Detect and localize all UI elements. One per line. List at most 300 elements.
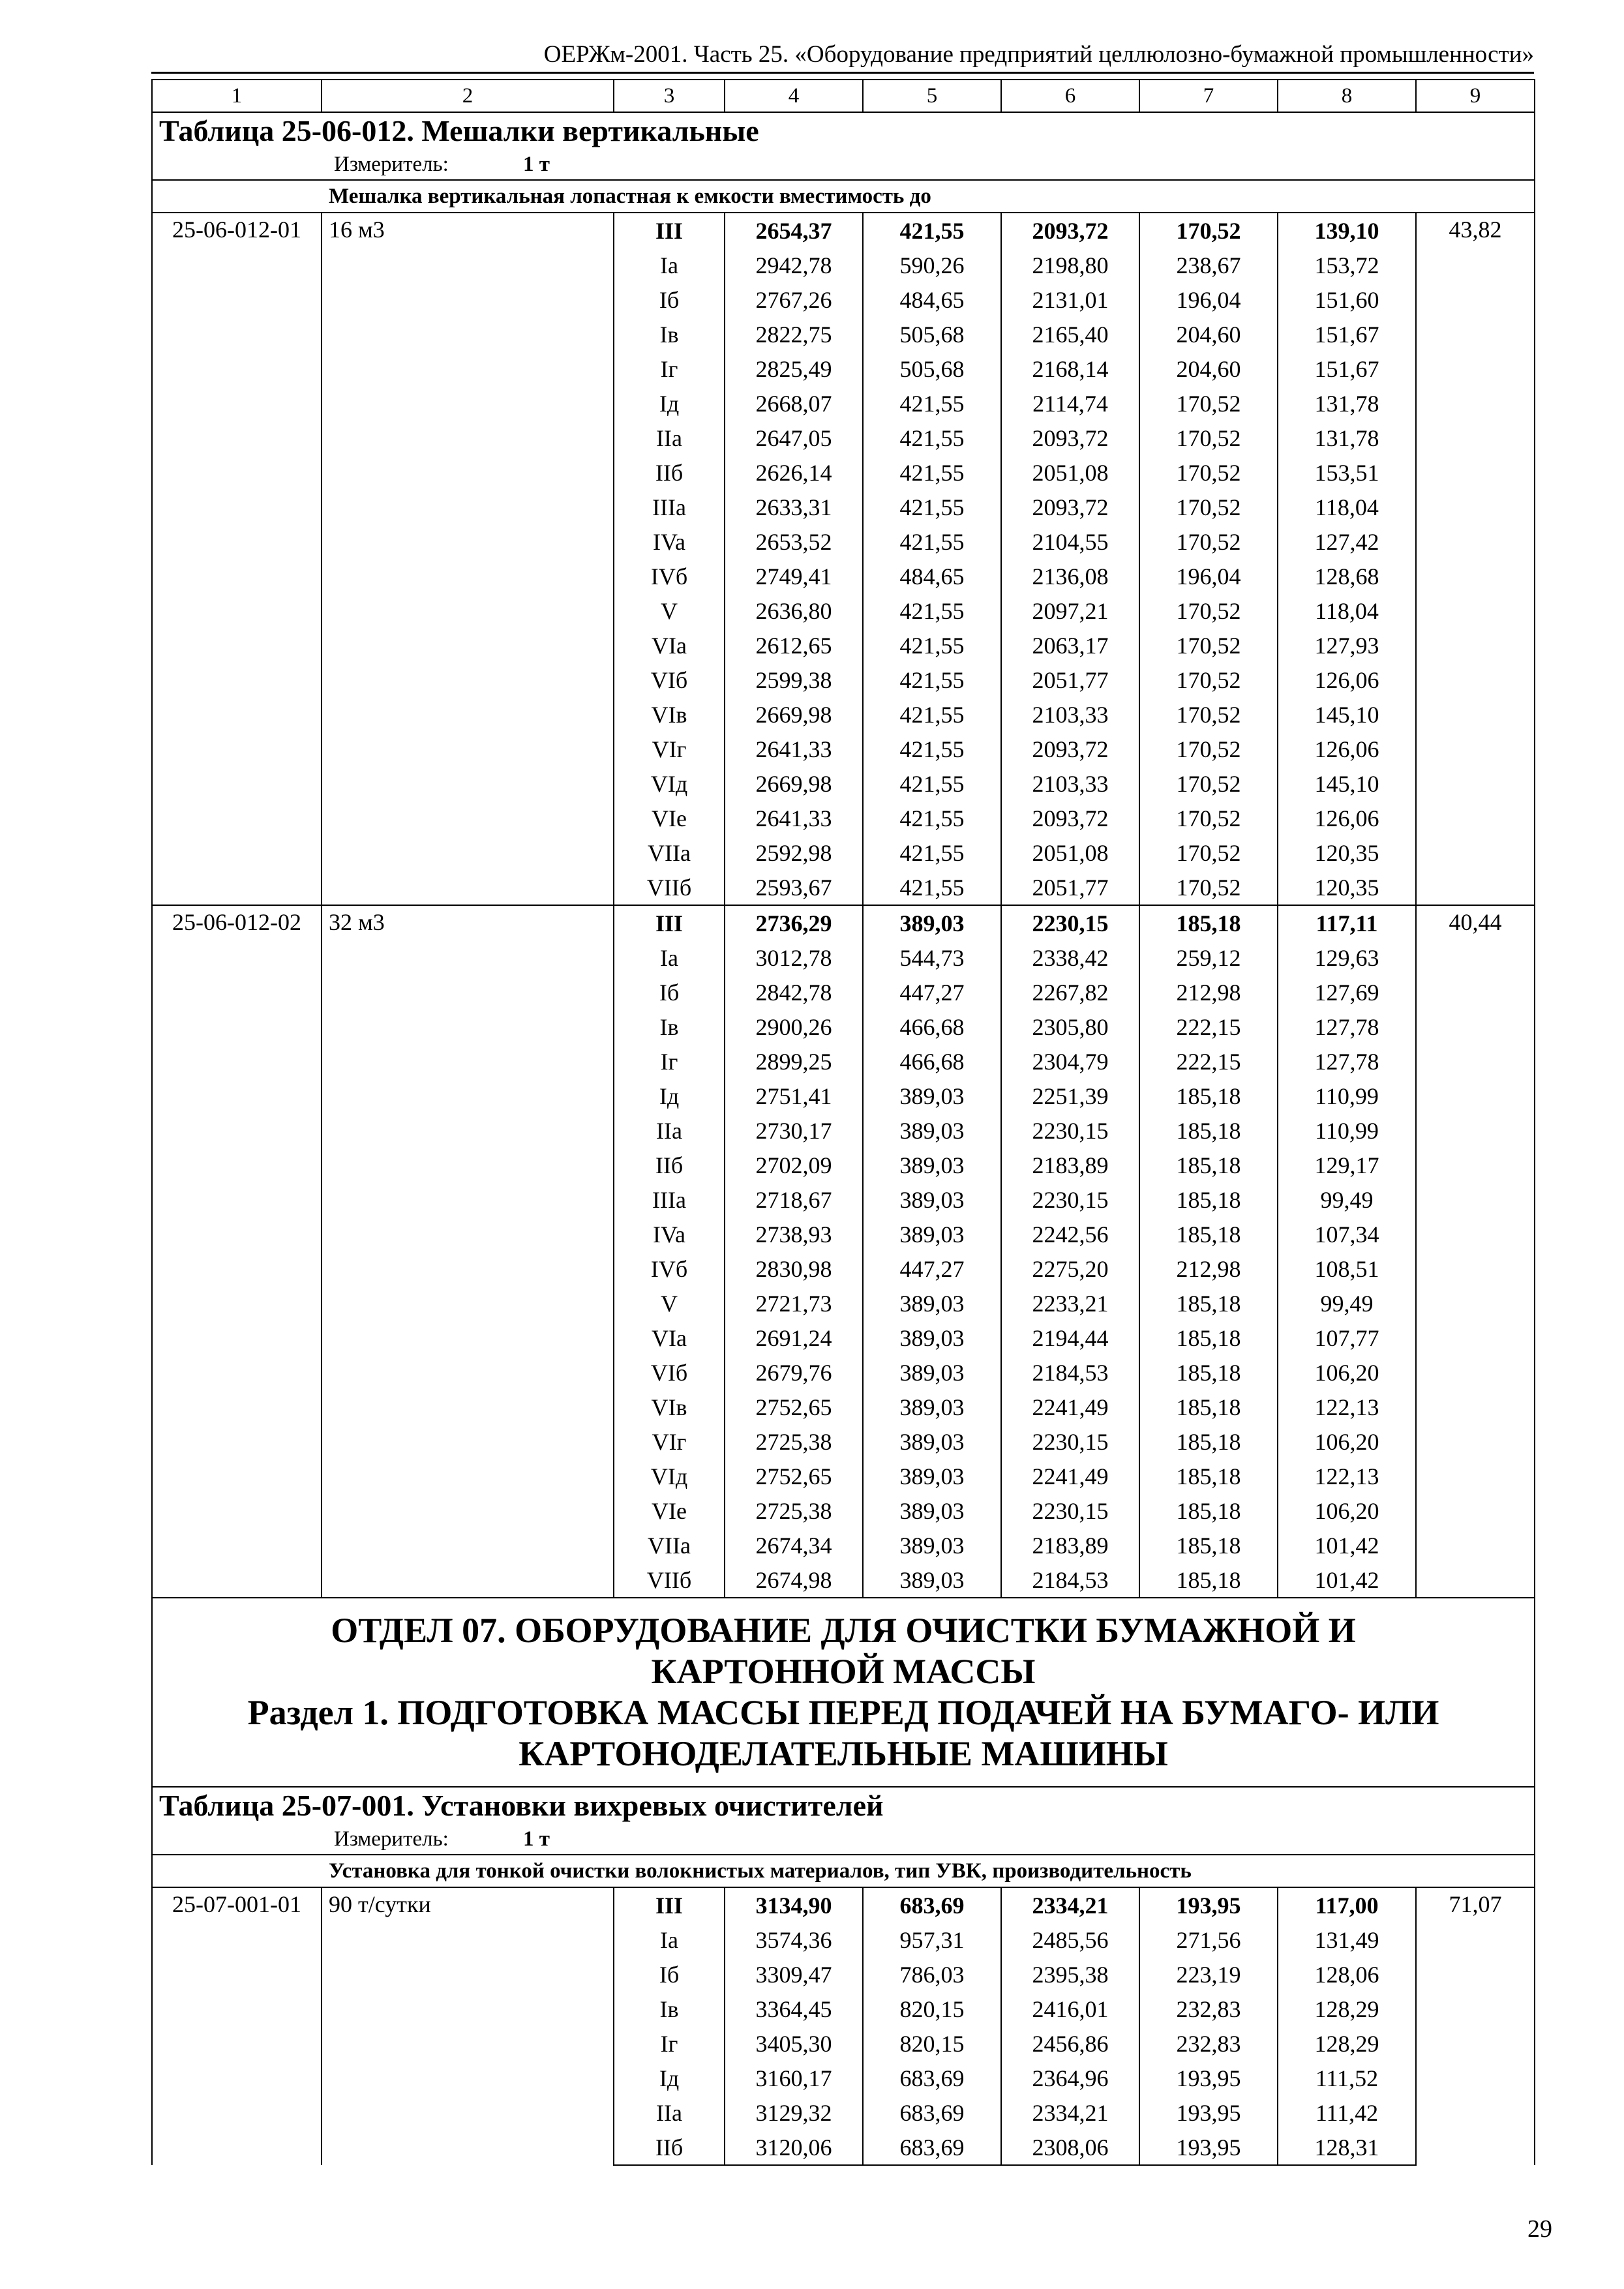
cost-value: 185,18	[1139, 1390, 1278, 1424]
cost-value: 389,03	[863, 1148, 1001, 1182]
cost-value: 2114,74	[1001, 386, 1139, 421]
labor-value: 71,07	[1416, 1887, 1535, 2165]
cost-value: 2647,05	[725, 421, 863, 455]
zone-index: IVб	[614, 1251, 725, 1286]
cost-value: 2749,41	[725, 559, 863, 593]
cost-value: 421,55	[863, 593, 1001, 628]
cost-value: 222,15	[1139, 1044, 1278, 1079]
zone-index: VIa	[614, 628, 725, 663]
cost-value: 957,31	[863, 1922, 1001, 1957]
zone-index: IIa	[614, 1113, 725, 1148]
cost-value: 2830,98	[725, 1251, 863, 1286]
cost-value: 185,18	[1139, 1424, 1278, 1459]
zone-index: IIб	[614, 1148, 725, 1182]
zone-index: Iв	[614, 1010, 725, 1044]
cost-value: 128,68	[1278, 559, 1416, 593]
cost-value: 106,20	[1278, 1493, 1416, 1528]
cost-value: 2654,37	[725, 213, 863, 248]
measure-row	[152, 149, 1535, 180]
cost-value: 2718,67	[725, 1182, 863, 1217]
zone-index: VIIa	[614, 835, 725, 870]
cost-value: 170,52	[1139, 421, 1278, 455]
cost-value: 2674,98	[725, 1563, 863, 1598]
cost-value: 2767,26	[725, 282, 863, 317]
zone-index: VIe	[614, 1493, 725, 1528]
cost-value: 421,55	[863, 801, 1001, 835]
cost-value: 389,03	[863, 1563, 1001, 1598]
zone-index: IVa	[614, 1217, 725, 1251]
zone-index: IVa	[614, 524, 725, 559]
cost-value: 196,04	[1139, 282, 1278, 317]
cost-value: 2641,33	[725, 801, 863, 835]
cost-value: 2825,49	[725, 352, 863, 386]
cost-value: 185,18	[1139, 1182, 1278, 1217]
table-row	[152, 905, 1535, 940]
cost-value: 389,03	[863, 1079, 1001, 1113]
cost-value: 129,17	[1278, 1148, 1416, 1182]
cost-value: 170,52	[1139, 697, 1278, 732]
cost-value: 2183,89	[1001, 1528, 1139, 1563]
cost-value: 2230,15	[1001, 1493, 1139, 1528]
cost-value: 126,06	[1278, 663, 1416, 697]
cost-value: 2233,21	[1001, 1286, 1139, 1321]
cost-value: 2725,38	[725, 1424, 863, 1459]
cost-value: 259,12	[1139, 940, 1278, 975]
cost-value: 3134,90	[725, 1887, 863, 1922]
cost-value: 153,51	[1278, 455, 1416, 490]
cost-value: 3160,17	[725, 2061, 863, 2095]
cost-value: 170,52	[1139, 835, 1278, 870]
zone-index: V	[614, 593, 725, 628]
cost-value: 484,65	[863, 282, 1001, 317]
cost-value: 505,68	[863, 317, 1001, 352]
zone-index: VIд	[614, 1459, 725, 1493]
cost-value: 232,83	[1139, 1992, 1278, 2026]
zone-index: III	[614, 905, 725, 940]
cost-value: 2194,44	[1001, 1321, 1139, 1355]
cost-value: 2730,17	[725, 1113, 863, 1148]
cost-value: 170,52	[1139, 524, 1278, 559]
zone-index: VIб	[614, 1355, 725, 1390]
cost-value: 3574,36	[725, 1922, 863, 1957]
cost-value: 2721,73	[725, 1286, 863, 1321]
table-subtitle-row	[152, 180, 1535, 213]
cost-value: 2304,79	[1001, 1044, 1139, 1079]
table-title-row	[152, 112, 1535, 149]
cost-value: 120,35	[1278, 835, 1416, 870]
cost-value: 108,51	[1278, 1251, 1416, 1286]
cost-value: 2230,15	[1001, 1182, 1139, 1217]
cost-value: 128,31	[1278, 2130, 1416, 2165]
cost-value: 117,11	[1278, 905, 1416, 940]
measure-label: Измеритель:	[334, 153, 449, 176]
cost-value: 2093,72	[1001, 213, 1139, 248]
cost-value: 170,52	[1139, 628, 1278, 663]
cost-value: 2592,98	[725, 835, 863, 870]
norms-table	[151, 79, 1535, 2166]
cost-value: 185,18	[1139, 1217, 1278, 1251]
cost-value: 2702,09	[725, 1148, 863, 1182]
cost-value: 2230,15	[1001, 905, 1139, 940]
section-heading-line: Раздел 1. ПОДГОТОВКА МАССЫ ПЕРЕД ПОДАЧЕЙ НА БУМАГО- ИЛИ	[247, 1693, 1439, 1732]
cost-value: 153,72	[1278, 248, 1416, 282]
cost-value: 2669,98	[725, 766, 863, 801]
cost-value: 193,95	[1139, 2061, 1278, 2095]
cost-value: 185,18	[1139, 1459, 1278, 1493]
page-number: 29	[1527, 2215, 1552, 2243]
cost-value: 185,18	[1139, 1321, 1278, 1355]
zone-index: VIIб	[614, 870, 725, 905]
cost-value: 2669,98	[725, 697, 863, 732]
column-number: 1	[152, 80, 322, 112]
cost-value: 2751,41	[725, 1079, 863, 1113]
cost-value: 185,18	[1139, 1079, 1278, 1113]
cost-value: 2752,65	[725, 1390, 863, 1424]
cost-value: 590,26	[863, 248, 1001, 282]
cost-value: 683,69	[863, 2061, 1001, 2095]
cost-value: 271,56	[1139, 1922, 1278, 1957]
cost-value: 421,55	[863, 663, 1001, 697]
cost-value: 683,69	[863, 2095, 1001, 2130]
cost-value: 2230,15	[1001, 1424, 1139, 1459]
cost-value: 786,03	[863, 1957, 1001, 1992]
cost-value: 2305,80	[1001, 1010, 1139, 1044]
cost-value: 2184,53	[1001, 1563, 1139, 1598]
cost-value: 170,52	[1139, 490, 1278, 524]
cost-value: 389,03	[863, 1217, 1001, 1251]
cost-value: 2395,38	[1001, 1957, 1139, 1992]
cost-value: 820,15	[863, 1992, 1001, 2026]
cost-value: 421,55	[863, 870, 1001, 905]
table-subtitle: Установка для тонкой очистки волокнистых материалов, тип УВК, производительность	[152, 1855, 1535, 1887]
zone-index: Iб	[614, 1957, 725, 1992]
cost-value: 2416,01	[1001, 1992, 1139, 2026]
cost-value: 2131,01	[1001, 282, 1139, 317]
cost-value: 128,29	[1278, 2026, 1416, 2061]
cost-value: 127,93	[1278, 628, 1416, 663]
cost-value: 2103,33	[1001, 766, 1139, 801]
cost-value: 185,18	[1139, 1113, 1278, 1148]
cost-value: 127,78	[1278, 1044, 1416, 1079]
zone-index: Iг	[614, 2026, 725, 2061]
item-code: 25-07-001-01	[152, 1887, 322, 2165]
cost-value: 2599,38	[725, 663, 863, 697]
cost-value: 2198,80	[1001, 248, 1139, 282]
cost-value: 122,13	[1278, 1459, 1416, 1493]
cost-value: 2593,67	[725, 870, 863, 905]
cost-value: 2183,89	[1001, 1148, 1139, 1182]
zone-index: VIб	[614, 663, 725, 697]
cost-value: 204,60	[1139, 352, 1278, 386]
cost-value: 131,49	[1278, 1922, 1416, 1957]
cost-value: 110,99	[1278, 1113, 1416, 1148]
cost-value: 820,15	[863, 2026, 1001, 2061]
running-header: ОЕРЖм-2001. Часть 25. «Оборудование предприятий целлюлозно-бумажной промышленности»	[543, 41, 1534, 68]
zone-index: III	[614, 213, 725, 248]
column-number: 9	[1416, 80, 1535, 112]
cost-value: 3405,30	[725, 2026, 863, 2061]
cost-value: 129,63	[1278, 940, 1416, 975]
cost-value: 145,10	[1278, 697, 1416, 732]
zone-index: VIa	[614, 1321, 725, 1355]
cost-value: 101,42	[1278, 1563, 1416, 1598]
zone-index: VIв	[614, 697, 725, 732]
cost-value: 2636,80	[725, 593, 863, 628]
cost-value: 151,67	[1278, 317, 1416, 352]
cost-value: 2241,49	[1001, 1459, 1139, 1493]
zone-index: Iб	[614, 975, 725, 1010]
section-heading-line: ОТДЕЛ 07. ОБОРУДОВАНИЕ ДЛЯ ОЧИСТКИ БУМАЖНОЙ И	[331, 1611, 1356, 1650]
zone-index: VIв	[614, 1390, 725, 1424]
cost-value: 212,98	[1139, 1251, 1278, 1286]
cost-value: 107,77	[1278, 1321, 1416, 1355]
zone-index: Iг	[614, 352, 725, 386]
cost-value: 111,52	[1278, 2061, 1416, 2095]
cost-value: 2334,21	[1001, 2095, 1139, 2130]
cost-value: 421,55	[863, 732, 1001, 766]
zone-index: VIIб	[614, 1563, 725, 1598]
cost-value: 2251,39	[1001, 1079, 1139, 1113]
cost-value: 421,55	[863, 213, 1001, 248]
zone-index: VIг	[614, 1424, 725, 1459]
cost-value: 2308,06	[1001, 2130, 1139, 2165]
cost-value: 2063,17	[1001, 628, 1139, 663]
cost-value: 2822,75	[725, 317, 863, 352]
cost-value: 389,03	[863, 1424, 1001, 1459]
cost-value: 193,95	[1139, 2130, 1278, 2165]
cost-value: 484,65	[863, 559, 1001, 593]
cost-value: 2275,20	[1001, 1251, 1139, 1286]
column-number: 5	[863, 80, 1001, 112]
zone-index: III	[614, 1887, 725, 1922]
cost-value: 505,68	[863, 352, 1001, 386]
cost-value: 683,69	[863, 1887, 1001, 1922]
item-name: 90 т/сутки	[322, 1887, 614, 2165]
cost-value: 421,55	[863, 386, 1001, 421]
cost-value: 2456,86	[1001, 2026, 1139, 2061]
cost-value: 196,04	[1139, 559, 1278, 593]
measure-cell	[152, 149, 1535, 180]
cost-value: 128,29	[1278, 1992, 1416, 2026]
cost-value: 212,98	[1139, 975, 1278, 1010]
zone-index: Iб	[614, 282, 725, 317]
item-code: 25-06-012-01	[152, 213, 322, 905]
table-title: Таблица 25-07-001. Установки вихревых очистителей	[152, 1787, 1535, 1824]
cost-value: 126,06	[1278, 801, 1416, 835]
cost-value: 99,49	[1278, 1182, 1416, 1217]
header-rule	[151, 72, 1534, 74]
zone-index: VIд	[614, 766, 725, 801]
cost-value: 101,42	[1278, 1528, 1416, 1563]
table-row	[152, 1887, 1535, 1922]
zone-index: V	[614, 1286, 725, 1321]
measure-value: 1 т	[523, 153, 550, 176]
cost-value: 466,68	[863, 1010, 1001, 1044]
cost-value: 2899,25	[725, 1044, 863, 1079]
zone-index: Iг	[614, 1044, 725, 1079]
cost-value: 2093,72	[1001, 421, 1139, 455]
cost-value: 2338,42	[1001, 940, 1139, 975]
cost-value: 110,99	[1278, 1079, 1416, 1113]
cost-value: 2641,33	[725, 732, 863, 766]
table-row	[152, 213, 1535, 248]
cost-value: 2736,29	[725, 905, 863, 940]
column-number: 6	[1001, 80, 1139, 112]
cost-value: 151,60	[1278, 282, 1416, 317]
cost-value: 99,49	[1278, 1286, 1416, 1321]
cost-value: 2942,78	[725, 248, 863, 282]
cost-value: 120,35	[1278, 870, 1416, 905]
cost-value: 2093,72	[1001, 490, 1139, 524]
cost-value: 127,78	[1278, 1010, 1416, 1044]
column-number: 3	[614, 80, 725, 112]
labor-value: 43,82	[1416, 213, 1535, 905]
cost-value: 170,52	[1139, 870, 1278, 905]
cost-value: 2725,38	[725, 1493, 863, 1528]
cost-value: 2051,08	[1001, 835, 1139, 870]
cost-value: 111,42	[1278, 2095, 1416, 2130]
zone-index: Iв	[614, 317, 725, 352]
table-title: Таблица 25-06-012. Мешалки вертикальные	[152, 112, 1535, 149]
zone-index: VIIa	[614, 1528, 725, 1563]
cost-value: 2242,56	[1001, 1217, 1139, 1251]
cost-value: 2691,24	[725, 1321, 863, 1355]
cost-value: 2752,65	[725, 1459, 863, 1493]
zone-index: Ia	[614, 940, 725, 975]
measure-cell	[152, 1824, 1535, 1855]
cost-value: 2674,34	[725, 1528, 863, 1563]
cost-value: 170,52	[1139, 455, 1278, 490]
cost-value: 131,78	[1278, 421, 1416, 455]
cost-value: 185,18	[1139, 1493, 1278, 1528]
zone-index: VIг	[614, 732, 725, 766]
cost-value: 117,00	[1278, 1887, 1416, 1922]
cost-value: 232,83	[1139, 2026, 1278, 2061]
cost-value: 2364,96	[1001, 2061, 1139, 2095]
section-heading-line: КАРТОНОДЕЛАТЕЛЬНЫЕ МАШИНЫ	[519, 1734, 1168, 1773]
cost-value: 2097,21	[1001, 593, 1139, 628]
cost-value: 223,19	[1139, 1957, 1278, 1992]
zone-index: IIIa	[614, 490, 725, 524]
cost-value: 131,78	[1278, 386, 1416, 421]
cost-value: 170,52	[1139, 766, 1278, 801]
cost-value: 421,55	[863, 628, 1001, 663]
cost-value: 421,55	[863, 697, 1001, 732]
cost-value: 151,67	[1278, 352, 1416, 386]
cost-value: 127,69	[1278, 975, 1416, 1010]
cost-value: 447,27	[863, 975, 1001, 1010]
cost-value: 170,52	[1139, 386, 1278, 421]
cost-value: 2136,08	[1001, 559, 1139, 593]
cost-value: 193,95	[1139, 1887, 1278, 1922]
cost-value: 2738,93	[725, 1217, 863, 1251]
zone-index: Ia	[614, 248, 725, 282]
zone-index: IIб	[614, 455, 725, 490]
zone-index: Iд	[614, 386, 725, 421]
cost-value: 118,04	[1278, 490, 1416, 524]
cost-value: 122,13	[1278, 1390, 1416, 1424]
cost-value: 389,03	[863, 1390, 1001, 1424]
cost-value: 185,18	[1139, 1563, 1278, 1598]
table-title-row	[152, 1787, 1535, 1824]
cost-value: 3120,06	[725, 2130, 863, 2165]
cost-value: 2168,14	[1001, 352, 1139, 386]
cost-value: 2104,55	[1001, 524, 1139, 559]
measure-value: 1 т	[523, 1827, 550, 1851]
section-heading	[152, 1598, 1535, 1787]
cost-value: 106,20	[1278, 1355, 1416, 1390]
column-number: 8	[1278, 80, 1416, 112]
zone-index: IIa	[614, 421, 725, 455]
cost-value: 3129,32	[725, 2095, 863, 2130]
cost-value: 185,18	[1139, 1286, 1278, 1321]
cost-value: 389,03	[863, 1182, 1001, 1217]
cost-value: 2184,53	[1001, 1355, 1139, 1390]
cost-value: 389,03	[863, 1355, 1001, 1390]
cost-value: 683,69	[863, 2130, 1001, 2165]
table-subtitle: Мешалка вертикальная лопастная к емкости вместимость до	[152, 180, 1535, 213]
cost-value: 3012,78	[725, 940, 863, 975]
cost-value: 389,03	[863, 1493, 1001, 1528]
cost-value: 2668,07	[725, 386, 863, 421]
zone-index: VIe	[614, 801, 725, 835]
cost-value: 222,15	[1139, 1010, 1278, 1044]
cost-value: 107,34	[1278, 1217, 1416, 1251]
cost-value: 389,03	[863, 905, 1001, 940]
cost-value: 2653,52	[725, 524, 863, 559]
cost-value: 170,52	[1139, 801, 1278, 835]
zone-index: IIa	[614, 2095, 725, 2130]
cost-value: 447,27	[863, 1251, 1001, 1286]
cost-value: 128,06	[1278, 1957, 1416, 1992]
cost-value: 421,55	[863, 524, 1001, 559]
cost-value: 3364,45	[725, 1992, 863, 2026]
cost-value: 2842,78	[725, 975, 863, 1010]
cost-value: 145,10	[1278, 766, 1416, 801]
zone-index: IVб	[614, 559, 725, 593]
cost-value: 139,10	[1278, 213, 1416, 248]
cost-value: 2051,77	[1001, 870, 1139, 905]
cost-value: 389,03	[863, 1528, 1001, 1563]
cost-value: 170,52	[1139, 213, 1278, 248]
cost-value: 170,52	[1139, 593, 1278, 628]
cost-value: 389,03	[863, 1286, 1001, 1321]
cost-value: 2679,76	[725, 1355, 863, 1390]
cost-value: 421,55	[863, 835, 1001, 870]
cost-value: 2267,82	[1001, 975, 1139, 1010]
cost-value: 193,95	[1139, 2095, 1278, 2130]
column-numbers-row	[152, 80, 1535, 112]
cost-value: 170,52	[1139, 732, 1278, 766]
zone-index: IIIa	[614, 1182, 725, 1217]
cost-value: 238,67	[1139, 248, 1278, 282]
column-number: 7	[1139, 80, 1278, 112]
cost-value: 389,03	[863, 1321, 1001, 1355]
cost-value: 118,04	[1278, 593, 1416, 628]
cost-value: 204,60	[1139, 317, 1278, 352]
cost-value: 2165,40	[1001, 317, 1139, 352]
cost-value: 2241,49	[1001, 1390, 1139, 1424]
item-name: 32 м3	[322, 905, 614, 1598]
cost-value: 2626,14	[725, 455, 863, 490]
cost-value: 2633,31	[725, 490, 863, 524]
cost-value: 185,18	[1139, 1528, 1278, 1563]
zone-index: IIб	[614, 2130, 725, 2165]
cost-value: 2051,08	[1001, 455, 1139, 490]
labor-value: 40,44	[1416, 905, 1535, 1598]
cost-value: 2612,65	[725, 628, 863, 663]
cost-value: 2230,15	[1001, 1113, 1139, 1148]
